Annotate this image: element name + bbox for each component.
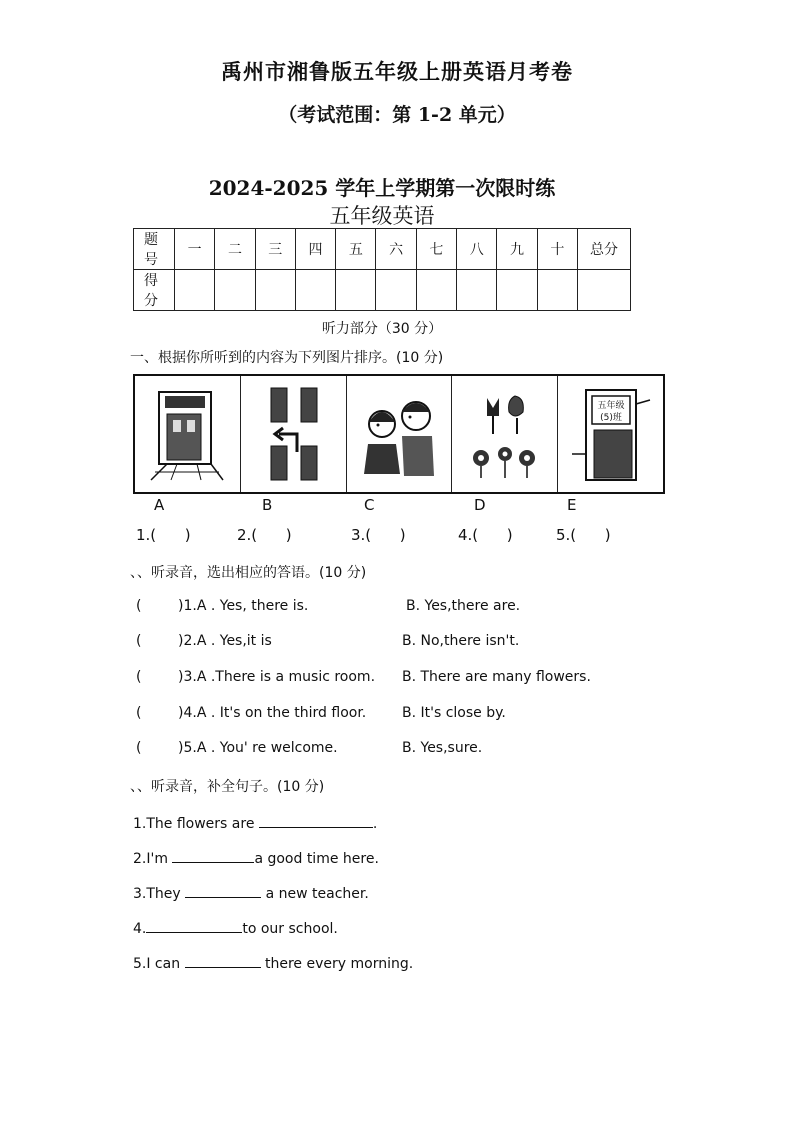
sentence-start: 1.The flowers are [133,816,259,832]
part2-paren[interactable]: ( [136,705,142,721]
sentence-start: 2.I'm [133,851,173,867]
col-4: 四 [295,229,335,270]
fill-sentence-2 [133,848,379,867]
col-3: 三 [255,229,295,270]
answer-slot-3[interactable]: 3.( ) [351,526,406,544]
listening-section-title: 听力部分（30 分） [321,321,443,337]
sentence-end: there every morning. [260,956,414,972]
picture-b [241,376,347,492]
turn-left-icon [253,384,333,484]
part2-option-a: )2.A . Yes,it is [178,633,272,649]
fill-sentence-4 [133,918,338,937]
score-table-header-row [134,229,631,270]
sentence-start: 4. [133,921,147,937]
part2-option-b: B. There are many flowers. [402,669,591,685]
col-9: 九 [497,229,537,270]
col-8: 八 [457,229,497,270]
score-cell[interactable] [336,270,376,311]
svg-text:五年级: 五年级 [597,401,625,411]
row-label-question-number: 题 号 [134,229,175,270]
answer-slot-1[interactable]: 1.( ) [136,526,191,544]
part1-instruction: 一、根据你所听到的内容为下列图片排序。(10 分) [130,350,444,366]
part2-instruction: 、、听录音，选出相应的答语。(10 分) [130,565,367,581]
fill-blank[interactable] [185,953,261,968]
col-10: 十 [537,229,577,270]
picture-letter-a: A [154,496,165,514]
picture-d [452,376,558,492]
answer-slot-2[interactable]: 2.( ) [237,526,292,544]
exam-title: 2024-2025 学年上学期第一次限时练 [208,176,556,200]
picture-letter-b: B [262,496,273,514]
score-cell[interactable] [255,270,295,311]
sentence-start: 3.They [133,886,186,902]
picture-c [347,376,453,492]
part2-paren[interactable]: ( [136,598,142,614]
fill-sentence-5 [133,953,413,972]
score-table [133,228,631,311]
score-cell[interactable] [175,270,215,311]
score-cell[interactable] [578,270,631,311]
score-cell[interactable] [376,270,416,311]
col-total: 总分 [578,229,631,270]
col-6: 六 [376,229,416,270]
row-label-score: 得 分 [134,270,175,311]
col-2: 二 [215,229,255,270]
score-cell[interactable] [457,270,497,311]
part2-option-a: )5.A . You' re welcome. [178,740,338,756]
two-children-icon [354,384,444,484]
part2-option-a: )1.A . Yes, there is. [178,598,309,614]
paper-title: 禹州市湘鲁版五年级上册英语月考卷 [221,59,573,84]
fill-blank[interactable] [172,848,254,863]
col-5: 五 [336,229,376,270]
classroom-door-icon [566,384,656,484]
score-cell[interactable] [295,270,335,311]
exam-scope: （考试范围：第 1-2 单元） [278,104,516,126]
sentence-end: a new teacher. [261,886,369,902]
building-icon [147,384,227,484]
answer-slot-5[interactable]: 5.( ) [556,526,611,544]
part2-option-b: B. Yes,sure. [402,740,483,756]
answer-slot-4[interactable]: 4.( ) [458,526,513,544]
score-table-score-row [134,270,631,311]
score-cell[interactable] [416,270,456,311]
picture-letter-c: C [364,496,375,514]
picture-letter-e: E [567,496,577,514]
fill-blank[interactable] [259,813,373,828]
fill-sentence-3 [133,883,369,902]
col-1: 一 [175,229,215,270]
picture-strip [133,374,665,494]
fill-sentence-1 [133,813,377,832]
part2-option-b: B. It's close by. [402,705,506,721]
svg-text:(5)班: (5)班 [599,413,622,423]
picture-e [558,376,663,492]
sentence-end: a good time here. [254,851,379,867]
fill-blank[interactable] [185,883,261,898]
subject-title: 五年级英语 [329,204,435,228]
part2-paren[interactable]: ( [136,669,142,685]
sentence-end: . [372,816,378,832]
col-7: 七 [416,229,456,270]
part2-paren[interactable]: ( [136,740,142,756]
part2-paren[interactable]: ( [136,633,142,649]
part2-option-a: )3.A .There is a music room. [178,669,376,685]
part2-option-b: B. Yes,there are. [406,598,521,614]
score-cell[interactable] [215,270,255,311]
score-cell[interactable] [537,270,577,311]
sentence-start: 5.I can [133,956,185,972]
flowers-icon [465,384,545,484]
score-cell[interactable] [497,270,537,311]
sentence-end: to our school. [242,921,338,937]
part3-instruction: 、、听录音，补全句子。(10 分) [130,779,325,795]
part2-option-a: )4.A . It's on the third floor. [178,705,367,721]
fill-blank[interactable] [146,918,242,933]
part2-option-b: B. No,there isn't. [402,633,520,649]
picture-letter-d: D [474,496,486,514]
picture-a [135,376,241,492]
